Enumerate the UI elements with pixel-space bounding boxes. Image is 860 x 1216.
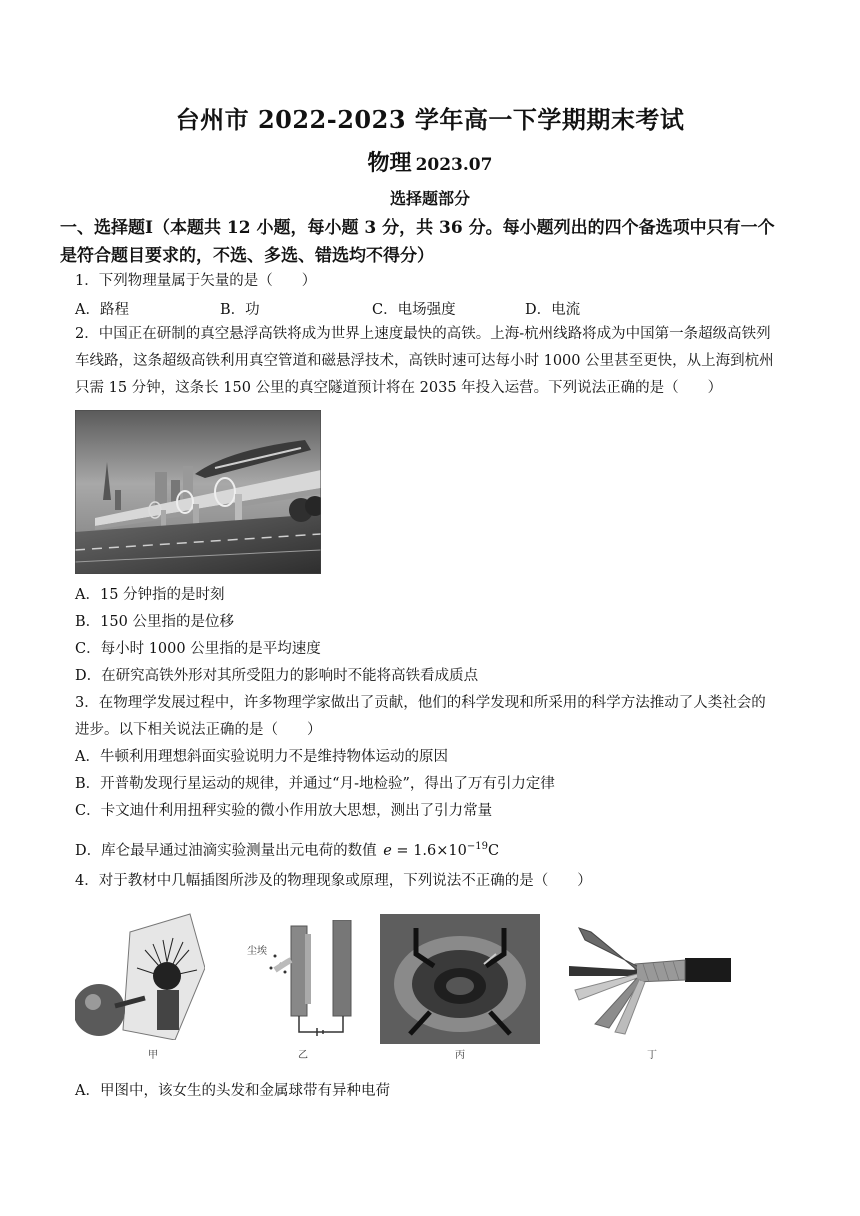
figure-bing-gas-stove	[380, 914, 540, 1044]
q2-stem-line2: 车线路，这条超级高铁利用真空管道和磁悬浮技术，高铁时速可达每小时 1000 公里甚至更快，从上海到杭州	[75, 353, 774, 369]
q2-option-a: A．15 分钟指的是时刻	[75, 587, 225, 603]
q2-stem-line3: 只需 15 分钟，这条长 150 公里的真空隧道预计将在 2035 年投入运营。下列说法正确的是（ ）	[75, 380, 723, 396]
q3-option-d-text: D．库仑最早通过油滴实验测量出元电荷的数值	[75, 842, 377, 859]
q3-formula-e: e	[383, 842, 392, 859]
q3-option-c: C．卡文迪什利用扭秤实验的微小作用放大思想，测出了引力常量	[75, 803, 493, 819]
figure-bing-label: 丙	[455, 1050, 465, 1061]
figure-yi-note: 尘埃	[247, 946, 267, 957]
q2-option-b: B．150 公里指的是位移	[75, 614, 234, 630]
q3-option-d	[75, 834, 499, 864]
q1-option-b: B．功	[220, 302, 260, 318]
figure-ding-label: 丁	[647, 1050, 657, 1061]
q1-option-c: C．电场强度	[372, 302, 456, 318]
figure-jia-label: 甲	[148, 1050, 158, 1061]
q3-stem-line1: 3．在物理学发展过程中，许多物理学家做出了贡献，他们的科学发现和所采用的科学方法推动了人类社会的	[75, 695, 766, 711]
q2-option-d: D．在研究高铁外形对其所受阻力的影响时不能将高铁看成质点	[75, 668, 479, 684]
q3-stem-line2: 进步。以下相关说法正确的是（ ）	[75, 722, 322, 738]
q3-option-b: B．开普勒发现行星运动的规律，并通过“月-地检验”，得出了万有引力定律	[75, 776, 555, 792]
q2-option-c: C．每小时 1000 公里指的是平均速度	[75, 641, 321, 657]
section-heading-line1: 一、选择题Ⅰ（本题共 12 小题，每小题 3 分，共 36 分。每小题列出的四个备选项中只有一个	[60, 218, 775, 238]
q3-option-a: A．牛顿利用理想斜面实验说明力不是维持物体运动的原因	[75, 749, 448, 765]
subject-name: 物理	[367, 150, 412, 176]
section-heading-line2: 是符合题目要求的，不选、多选、错选均不得分）	[60, 246, 434, 266]
figure-ding-shielded-cable	[565, 920, 735, 1040]
exam-title: 台州市 2022-2023 学年高一下学期期末考试	[175, 105, 685, 134]
q3-formula-exponent: −19	[466, 841, 488, 852]
figure-jia-hair-static	[75, 910, 205, 1040]
q3-formula-unit: C	[487, 842, 500, 859]
q4-stem: 4．对于教材中几幅插图所涉及的物理现象或原理，下列说法不正确的是（ ）	[75, 873, 592, 889]
q4-figures	[75, 910, 735, 1060]
q1-option-a: A．路程	[75, 302, 129, 318]
figure-yi-label: 乙	[298, 1050, 308, 1061]
section-heading	[60, 214, 800, 270]
subject-line	[0, 146, 860, 177]
figure-yi-dust-plates	[245, 920, 365, 1040]
q1-options	[75, 295, 775, 321]
q3-formula-value: = 1.6×10	[391, 842, 467, 859]
part-heading: 选择题部分	[389, 189, 470, 208]
q1-stem: 1．下列物理量属于矢量的是（ ）	[75, 273, 317, 289]
q2-stem-line1: 2．中国正在研制的真空悬浮高铁将成为世界上速度最快的高铁。上海-杭州线路将成为中国第一条超级高铁列	[75, 326, 771, 342]
exam-date: 2023.07	[415, 155, 493, 175]
q4-option-a: A．甲图中，该女生的头发和金属球带有异种电荷	[75, 1083, 390, 1099]
maglev-train-photo	[75, 410, 321, 574]
q1-option-d: D．电流	[525, 302, 581, 318]
